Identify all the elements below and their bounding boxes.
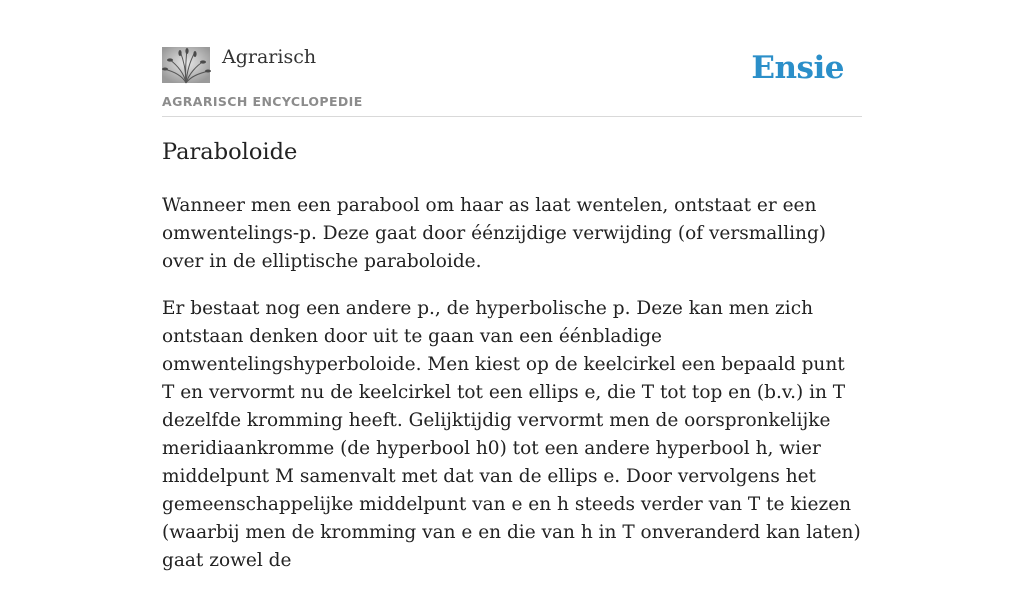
article-body xyxy=(162,192,862,594)
paragraph: Wanneer men een parabool om haar as laat wentelen, ontstaat er een omwentelings-p. Deze gaat door éénzijdige verwijding (of versmalling) over in de elliptische paraboloide. xyxy=(162,195,827,272)
page-header xyxy=(162,44,862,117)
page-title: Paraboloide xyxy=(162,139,298,165)
paragraph: Er bestaat nog een andere p., de hyperbolische p. Deze kan men zich ontstaan denken door uit te gaan van een éénbladige omwentelingshyperboloide. Men kiest op de keelcirkel een bepaald punt T en vervormt nu de keelcirkel tot een ellips e, die T tot top en (b.v.) in T dezelfde kromming heeft. Gelijktijdig vervormt men de oorspronkelijke meridiaankromme (de hyperbool h0) tot een andere hyperbool h, wier middelpunt M samenvalt met dat van de ellips e. Door vervolgens het gemeenschappelijke middelpunt van e en h steeds verder van T te kiezen (waarbij men de kromming van e en die van h in T onveranderd kan laten) gaat zowel de xyxy=(162,298,861,571)
source-name[interactable]: Agrarisch xyxy=(222,46,317,68)
brand-logo[interactable]: Ensie xyxy=(751,50,844,86)
wheat-icon[interactable] xyxy=(162,47,210,83)
source-subtitle[interactable]: AGRARISCH ENCYCLOPEDIE xyxy=(162,94,363,109)
